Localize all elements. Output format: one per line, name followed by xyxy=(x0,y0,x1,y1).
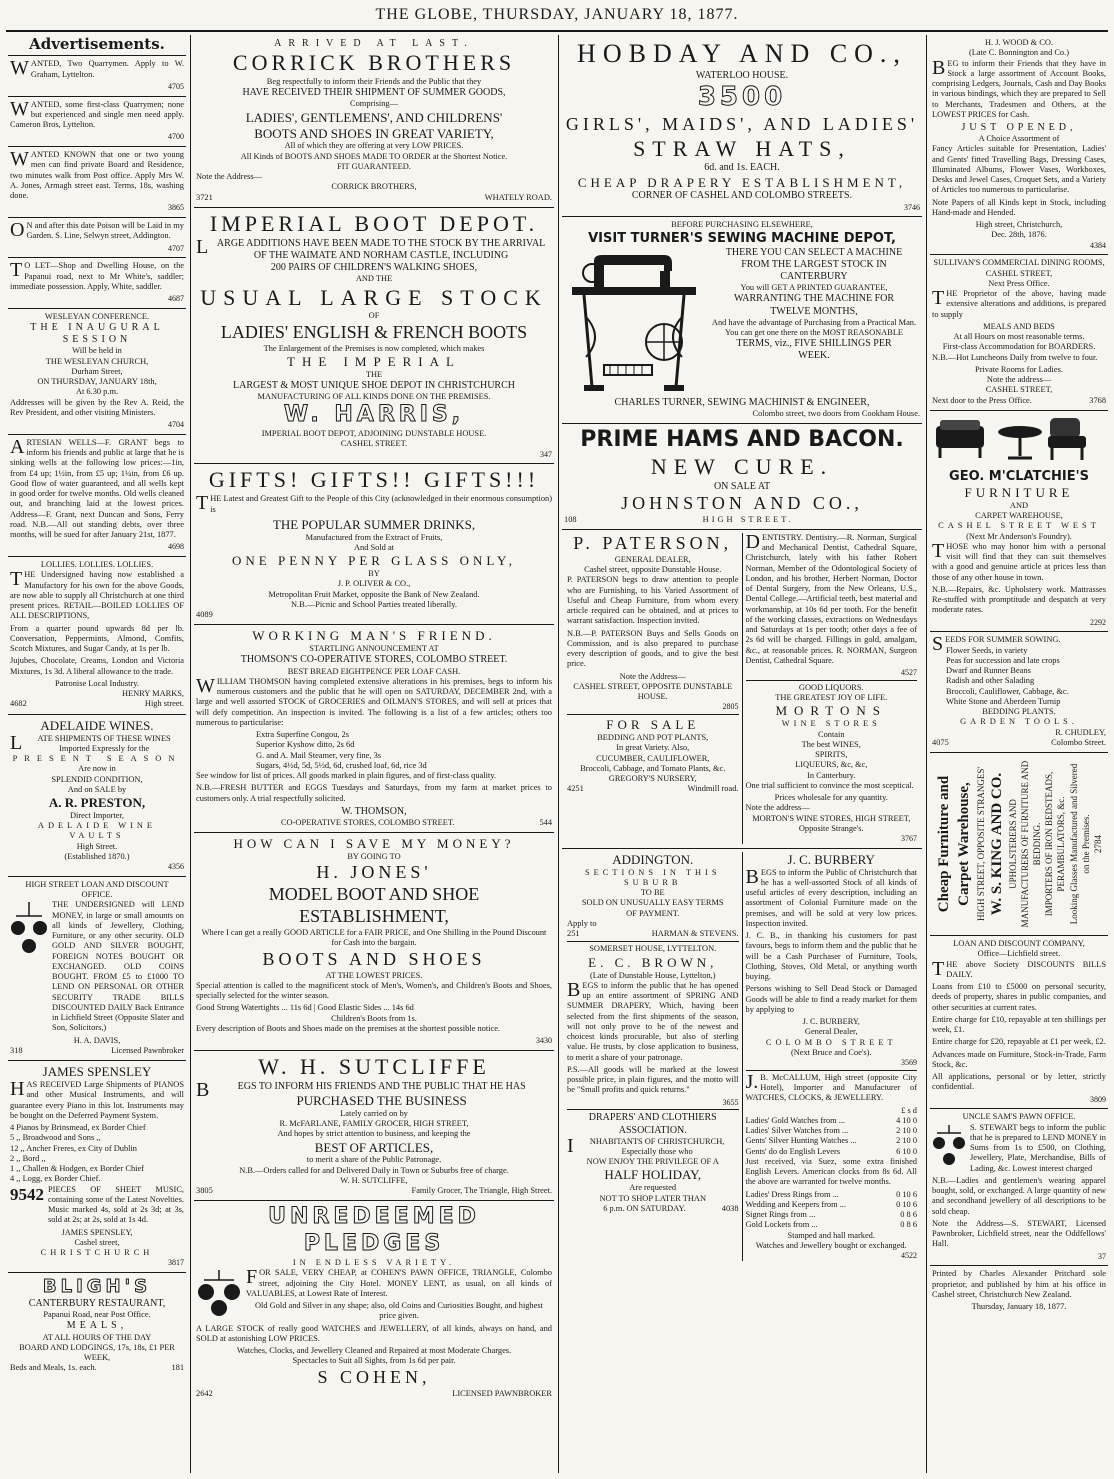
ad-adelaide-wines: ADELAIDE WINES. LATE SHIPMENTS OF THESE WINES Imported Expressly for the PRESENT SEASON Are now in SPLENDID CONDITION, And on SALE by A. R. PRESTON, Direct Importer, ADELAIDE WINE VAULTS High Street. (Established 1870.) 4356 xyxy=(8,715,186,877)
ad-gregory-nursery: FOR SALE BEDDING AND POT PLANTS, In great Variety. Also, CUCUMBER, CAULIFLOWER, Broccoli, Cabbage, and Tomato Plants, &c. GREGORY'S NURSERY, 4251 Windmill road. xyxy=(567,714,739,794)
rotated-king-text: Cheap Furniture and Carpet Warehouse, HIGH STREET, OPPOSITE STRANGES' W. S. KING AND CO. UPHOLSTERERS AND MANUFACTURERS OF FURNITURE AND BEDDING. IMPORTERS OF IRON BEDSTEADS, PERAMBULATORS, &c. Looking Glasses Manufactured and Silvered on the Premises. 2784 xyxy=(935,760,1103,927)
ad-gifts: GIFTS! GIFTS!! GIFTS!!! THE Latest and Greatest Gift to the People of this City (acknowledged in their enormous consumption) is THE POPULAR SUMMER DRINKS, Manufactured from the Extract of Fruits, And Sold at ONE PENNY PER GLASS ONLY, BY J. P. OLIVER & CO., Metropolitan Fruit Market, opposite the Bank of New Zealand. N.B.—Picnic and School Parties treated liberally. 4089 xyxy=(194,464,554,625)
ad-imperial-boot-depot: IMPERIAL BOOT DEPOT. LARGE ADDITIONS HAVE BEEN MADE TO THE STOCK BY THE ARRIVAL OF THE WAIMATE AND NORHAM CASTLE, INCLUDING 200 PAIRS OF CHILDREN'S WALKING SHOES, AND THE USUAL LARGE STOCK OF LADIES' ENGLISH & FRENCH BOOTS The Enlargement of the Premises is now completed, which makes THE IMPERIAL THE LARGEST & MOST UNIQUE SHOE DEPOT IN CHRISTCHURCH MANUFACTURING OF ALL KINDS DONE ON THE PREMISES. W. HARRIS, IMPERIAL BOOT DEPOT, ADJOINING DUNSTABLE HOUSE. CASHEL STREET. 347 xyxy=(194,208,554,465)
piano-list: 4 Pianos by Brinsmead, ex Border Chief 5 ,, Broadwood and Sons ,, 12 ,, Ancher Freres, ex City of Dublin 2 ,, Bord ,, 1 ,, Challen & Hodgen, ex Border Chief 4 ,, Logg, ex Border Chief. xyxy=(10,1123,146,1184)
ad-quarrymen-2: WANTED, some first-class Quarrymen; none but experienced and single men need apply. Cameron Bros, Lyttelton. 4700 xyxy=(8,97,186,148)
ad-loan-office: HIGH STREET LOAN AND DISCOUNT OFFICE. THE UNDERSIGNED will LEND MONEY, in large or small amounts on all kinds of Jewellery, Clothing, Furniture, or any other security. OLD GOLD AND SILVER BOUGHT, FOREIGN NOTES BOUGHT OR EXCHANGED. OLD COINS BOUGHT. FROM £5 to £1000 TO LEND ON PERSONAL OR OTHER SECURITY TRADE BILLS DISCOUNTED DAILY Back Entrance in Lichfield Street (Opposite Slater and Son, Solicitors,) H. A. DAVIS, 318 Licensed Pawnbroker xyxy=(8,877,186,1061)
column-divider xyxy=(190,35,191,1473)
ad-james-spensley: JAMES SPENSLEY HAS RECEIVED Large Shipments of PIANOS and other Musical Instruments, and will guarantee every Piano in this lot. Instruments may be bought on the Deferred Payment System. 4 Pianos by Brinsmead, ex Border Chief 5 ,, Broadwood and Sons ,, 12 ,, Ancher Freres, ex City of Dublin 2 ,, Bord ,, 1 ,, Challen & Hodgen, ex Border Chief 4 ,, Logg, ex Border Chief. 9542 PIECES OF SHEET MUSIC, containing some of the Latest Novelties. Music marked 4s, sold at 2s 3d; at 3s, sold at 2s; at 2s, sold at 1s 4d. JAMES SPENSLEY, Cashel street, CHRISTCHURCH 3817 xyxy=(8,1061,186,1273)
ad-paterson-dentistry xyxy=(562,530,922,849)
ad-addington-burbery xyxy=(562,849,922,1265)
ad-sutcliffe: W. H. SUTCLIFFE BEGS TO INFORM HIS FRIENDS AND THE PUBLIC THAT HE HAS PURCHASED THE BUSINESS Lately carried on by R. McFARLANE, FAMILY GROCER, HIGH STREET, And hopes by strict attention to business, and keeping the BEST OF ARTICLES, to merit a share of the Public Patronage. N.B.—Orders called for and Delivered Daily in Town or Suburbs free of charge. W. H. SUTCLIFFE, 3805 Family Grocer, The Triangle, High Street. xyxy=(194,1051,554,1201)
ad-mccallum: J.B. McCALLUM, High street (opposite City Hotel), Importer and Manufacturer of WATCHES, CLOCKS, & JEWELLERY. £ s d Ladies' Gold Watches from ... 4 10 0 Ladies' Silver Watches from ... 2 10 0 Gents' Silver Hunting Watches ... 2 10 0 Gents' do do English Levers 6 10 0 Just received, via Suez, some extra finished English Levers. American clocks from 8s 6d. All the above are warranted for twelve months. Ladies' Dress Rings from ... 0 10 6 Wedding and Keepers from ... 0 10 6 Signet Rings from ... 0 8 6 Gold Lockets from ... 0 8 6 Stamped and hall marked. Watches and Jewellery bought or exchanged. 4522 xyxy=(745,1070,917,1261)
ad-blighs: BLIGH'S CANTERBURY RESTAURANT, Papanui Road, near Post Office. MEALS, AT ALL HOURS OF THE DAY BOARD AND LODGINGS, 17s, 18s, £1 PER WEEK, Beds and Meals, 1s. each. 181 xyxy=(10,1276,184,1373)
ad-lollies: LOLLIES. LOLLIES. LOLLIES. THE Undersigned having now established a Manufactory for his own for the above Goods, are now able to supply all Christchurch at one third present prices. RETAIL—BOILED LOLLIES OF ALL DESCRIPTIONS, From a quarter pound upwards 8d per lb. Conversation, Peppermints, Almond, Comfits, Scotch Mixtures, and Sugar Candy, at 1s per lb. Jujubes, Chocolate, Creams, London and Victoria Mixtures, 1s 3d. A liberal allowance to the trade. Patronise Local Industry. HENRY MARKS, 4682 High street. xyxy=(8,557,186,715)
ad-h-j-wood: H. J. WOOD & CO. (Late C. Bonnington and Co.) BEG to inform their Friends that they have in Stock a large assortment of Account Books, comprising Ledgers, Journals, Cash and Day Books in various bindings, which they are prepared to Sell to Merchants, Tradesmen and Others, at the LOWEST PRICES for Cash. JUST OPENED, A Choice Assortment of Fancy Articles suitable for Presentation, Ladies' and Gents' fitted Travelling Bags, Dressing Cases, Illuminated Albums, Flower Vases, Workboxes, Desks and Jewel Cases, Croquet Sets, and a Variety of Articles too numerous to particularise. Note Papers of all Kinds kept in Stock, including Hand-made and Hended. High street, Christchurch, Dec. 28th, 1876. 4384 xyxy=(930,35,1108,255)
ad-dentistry: DENTISTRY. Dentistry.—R. Norman, Surgical and Mechanical Dentist, Cathedral Square, Christchurch, lately with his father Robert Norman, Member of the Odontological Society of London, and his brother, Herbert Norman, Doctor of Dental Surgery, from the New Orleans, U.S., Dental College.—Artificial teeth, best material and workmanship, at 10s 6d per tooth. For the benefit of the working classes, extractions on Wednesdays and Saturdays at 1s per tooth; other days a fee of 2s 6d will be charged. Fillings in gold, amalgam, &c., at reasonable prices. R. NORMAN, Surgeon Dentist, Cathedral Square. 4527 GOOD LIQUORS. THE GREATEST JOY OF LIFE. MORTONS WINE STORES Contain The best WINES, SPIRITS, LIQUEURS, &c, &c, In Canterbury. One trial sufficient to convince the most sceptical. Prices wholesale for any quantity. Note the address— MORTON'S WINE STORES, HIGH STREET, Opposite Strange's. 3767 xyxy=(742,533,921,844)
column-2 xyxy=(194,35,554,1473)
ad-w-s-king xyxy=(930,753,1108,936)
tea-price-list: Extra Superfine Congou, 2s Superior Kyshow ditto, 2s 6d G. and A. Mail Steamer, very fine, 3s Sugars, 4½d, 5d, 5½d, 6d, crushed loaf, 6d, rice 3d xyxy=(256,730,427,770)
ad-drapers-association: DRAPERS' AND CLOTHIERS ASSOCIATION. INHABITANTS OF CHRISTCHURCH, Especially those who NOW ENJOY THE PRIVILEGE OF A HALF HOLIDAY, Are requested NOT TO SHOP LATER THAN 6 p.m. ON SATURDAY. 4038 xyxy=(567,1109,739,1214)
ad-mclatchie: GEO. M'CLATCHIE'S FURNITURE AND CARPET WAREHOUSE, CASHEL STREET WEST (Next Mr Anderson's Foundry). THOSE who may honor him with a personal visit will find that they can suit themselves with a good and genuine article at prices less than those of any other house in town. N.B.—Repairs, &c. Upholstery work. Mattrasses Re-stuffed with promptitude and despatch at very moderate rates. 2292 xyxy=(930,411,1108,632)
pawnbroker-balls-icon xyxy=(196,1268,242,1318)
printer-imprint: Printed by Charles Alexander Pritchard sole proprietor, and published by him at his office in Cashel street, Christchurch New Zealand. Thursday, January 18, 1877. xyxy=(932,1269,1106,1312)
ad-hobday: HOBDAY AND CO., WATERLOO HOUSE. 3500 GIRLS', MAIDS', AND LADIES' STRAW HATS, 6d. and 1s. EACH. CHEAP DRAPERY ESTABLISHMENT, CORNER OF CASHEL AND COLOMBO STREETS. 3746 xyxy=(562,35,922,217)
furniture-illustration-icon xyxy=(932,414,1102,466)
column-3 xyxy=(562,35,922,1473)
ad-to-let: TO LET—Shop and Dwelling House, on the Papanui road, next to Mr White's, saddler; immediate possession. Apply, White, saddler. 4687 xyxy=(8,258,186,309)
ad-cohen: UNREDEEMED PLEDGES IN ENDLESS VARIETY. FOR SALE, VERY CHEAP, at COHEN'S PAWN OFFICE, TRIANGLE, Colombo street, adjoining the City Hotel. MONEY LENT, as usual, on all kinds of VALUABLES, at Lowest Rate of Interest. Old Gold and Silver in any shape; also, old Coins and Curiosities Bought, and highest price given. A LARGE STOCK of really good WATCHES and JEWELLERY, of all kinds, always on hand, and SOLD at astonishing LOW PRICES. Watches, Clocks, and Jewellery Cleaned and Repaired at most Moderate Charges. Spectacles to Suit all Sights, from 1s 6d per pair. S COHEN, 2642 LICENSED PAWNBROKER xyxy=(196,1204,552,1398)
sewing-machine-icon xyxy=(564,247,704,397)
masthead-rule xyxy=(6,30,1108,32)
seed-list: Flower Seeds, in variety Peas for succession and late crops Dwarf and Runner Beans Radish and other Salading Broccoli, Cauliflower, Cabbage, &c. White Stone and Aberdeen Turnip xyxy=(946,645,1069,706)
ad-loan-discount-company: LOAN AND DISCOUNT COMPANY, Office—Lichfield street. THE above Society DISCOUNTS BILLS DAILY. Loans from £10 to £5000 on personal security, deeds of property, shares in public companies, and other securities at current rates. Entire charge for £10, repayable at ten shillings per week, £1. Entire charge for £20, repayable at £1 per week, £2. Advances made on Furniture, Stock-in-Trade, Farm Stock, &c. All applications, personal or by letter, strictly confidential. 3809 xyxy=(930,936,1108,1109)
ad-uncle-sams-pawn: UNCLE SAM'S PAWN OFFICE. S. STEWART begs to inform the public that he is prepared to LEND MONEY in Sums from 1s to £500, on Clothing, Jewellery, Plate, Merchandise, Bills of Lading, &c. Lowest interest charged N.B.—Ladies and gentlemen's wearing apparel bought, sold, or exchanged. A large quantity of new and secondhand jewellery of all descriptions to be sold cheap. Note the Address—S. STEWART, Licensed Pawnbroker, Lichfield street, near the Oddfellows' Hall. 37 xyxy=(930,1109,1108,1266)
column-4 xyxy=(930,35,1108,1473)
ad-artesian-wells: ARTESIAN WELLS—F. GRANT begs to inform his friends and public at large that he is sinking wells at the following low prices:—1in, from £4 up; 1½in, from £5 up; 1¼in, from £6 up. Good flow of water guaranteed, and all wells kept in good order for twelve months. Old wells cleaned out, and branching laid at the lowest prices. Address—F. Grant, next Duncan and Sons, Ferry road. N.B.—All out standing debts, over three months, will be sued for after January 21st, 1877. 4698 xyxy=(8,435,186,557)
column-divider xyxy=(926,35,927,1473)
column-divider xyxy=(558,35,559,1473)
ad-wesleyan: WESLEYAN CONFERENCE. THE INAUGURAL SESSION Will be held in THE WESLEYAN CHURCH, Durham Street, ON THURSDAY, JANUARY 18th, At 6.30 p.m. Addresses will be given by the Rev A. Reid, the Rev President, and other visiting Ministers. 4704 xyxy=(8,309,186,435)
ad-paterson: P. PATERSON, GENERAL DEALER, Cashel street, opposite Dunstable House. P. PATERSON begs to draw attention to people who are Furnishing, to his Varied Assortment of Useful and Cheap Furniture, from whom every article required can be obtained, and at prices to warrant satisfaction. Inspection invited. N.B.—P. PATERSON Buys and Sells Goods on Commission, and is also prepared to purchase every description of goods, and to give the best price. Note the Address— CASHEL STREET, OPPOSITE DUNSTABLE HOUSE. 2805 FOR SALE BEDDING AND POT PLANTS, In great Variety. Also, CUCUMBER, CAULIFLOWER, Broccoli, Cabbage, and Tomato Plants, &c. GREGORY'S NURSERY, 4251 Windmill road. xyxy=(567,532,739,794)
ad-wanted-known: WANTED KNOWN that one or two young men can find private Board and Residence, two minutes walk from Post office. Apply Mrs W. A. Jones, Armagh street east. Terms, 18s, washing done. 3865 xyxy=(8,147,186,218)
ad-burbery: J. C. BURBERY BEGS to inform the Public of Christchurch that he has a well-assorted Stock of all kinds of useful articles of every description, including an assortment of Colonial Furniture made on the premises, and will be sold at very low prices. Inspection invited. J. C. B., in thanking his customers for past favours, begs to inform them and the public that he will be a Cash Purchaser of Furniture, Tools, Clothing, Stoves, Old Metal, or anything worth buying. Persons wishing to Sell Dead Stock or Damaged Goods will be able to find a ready market for them by applying to J. C. BURBERY, General Dealer, COLOMBO STREET (Next Bruce and Coe's). 3569 xyxy=(745,851,917,1068)
column-1 xyxy=(8,35,186,1473)
ad-e-c-brown: SOMERSET HOUSE, LYTTELTON. E. C. BROWN, (Late of Dunstable House, Lyttelton,) BEGS to inform the public that he has opened up an entire assortment of SPRING AND SUMMER DRAPERY, Which, having been selected from the first shipments of the season, will not only prove to be of the newest and choicest kinds procurable, but also of sterling value. He trusts, by close application to business, to merit a share of your patronage. P.S.—All goods will be marked at the lowest possible price, in plain figures, and the motto will be "Small profits and quick returns." 3655 xyxy=(567,941,739,1107)
masthead: THE GLOBE, THURSDAY, JANUARY 18, 1877. xyxy=(375,6,739,23)
advertisements-heading: Advertisements. xyxy=(8,35,186,56)
ad-working-mans-friend: WORKING MAN'S FRIEND. STARTLING ANNOUNCEMENT AT THOMSON'S CO-OPERATIVE STORES, COLOMBO STREET. BEST BREAD EIGHTPENCE PER LOAF CASH. WILLIAM THOMSON having completed extensive alterations in his premises, begs to inform his numerous customers and the public that he will open on SATURDAY, DECEMBER 2nd, with a large and well assorted STOCK of GROCERIES and OILMAN'S STORES, and will sell at prices that will defy competition. An inspection is invited. The following is a list of a few articles; others too numerous to particularise: Extra Superfine Congou, 2s Superior Kyshow ditto, 2s 6d G. and A. Mail Steamer, very fine, 3s Sugars, 4½d, 5d, 5½d, 6d, crushed loaf, 6d, rice 3d See window for list of prices. All goods marked in plain figures, and of first-class quality. N.B.—FRESH BUTTER and EGGS Tuesdays and Saturdays, from my farm at market prices to customers only. A trial respectfully solicited. W. THOMSON, CO-OPERATIVE STORES, COLOMBO STREET. 544 xyxy=(194,625,554,833)
ad-quarrymen: WANTED, Two Quarrymen. Apply to W. Graham, Lyttelton. 4705 xyxy=(8,56,186,96)
ad-corrick-brothers: ARRIVED AT LAST. CORRICK BROTHERS Beg respectfully to inform their Friends and the Public that they HAVE RECEIVED THEIR SHIPMENT OF SUMMER GOODS, Comprising— LADIES', GENTLEMENS', AND CHILDRENS' BOOTS AND SHOES IN GREAT VARIETY, All of which they are offering at very LOW PRICES. All Kinds of BOOTS AND SHOES MADE TO ORDER at the Shortest Notice. FIT GUARANTEED. Note the Address— CORRICK BROTHERS, 3721 WHATELY ROAD. xyxy=(194,35,554,208)
pawnbroker-balls-icon xyxy=(10,900,48,958)
pawnbroker-balls-icon xyxy=(932,1123,966,1169)
ad-sullivans: SULLIVAN'S COMMERCIAL DINING ROOMS, CASHEL STREET, Next Press Office. THE Proprietor of the above, having made extensive alterations and additions, is prepared to supply MEALS AND BEDS At all Hours on most reasonable terms. First-class Accommodation for BOARDERS. N.B.—Hot Luncheons Daily from twelve to four. Private Rooms for Ladies. Note the address— CASHEL STREET, Next door to the Press Office. 3768 xyxy=(930,255,1108,411)
ad-prime-hams: PRIME HAMS AND BACON. NEW CURE. ON SALE AT JOHNSTON AND CO., 108 HIGH STREET. xyxy=(562,424,922,530)
ad-turner-sewing-machine: BEFORE PURCHASING ELSEWHERE, VISIT TURNER'S SEWING MACHINE DEPOT, THERE YOU CAN SELECT A MACHINE FROM THE LARGEST STOCK IN CANTERBURY You will GET A PRINTED GUARANTEE, WARRANTING THE MACHINE FOR TWELVE MONTHS, And have the advantage of Purchasing from a Practical Man. You can get one there on the MOST REASONABLE TERMS, viz., FIVE SHILLINGS PER WEEK. CHARLES TURNER, SEWING MACHINIST & ENGINEER, Colombo street, two doors from Cookham House. xyxy=(562,217,922,424)
ad-h-jones: HOW CAN I SAVE MY MONEY? BY GOING TO H. JONES' MODEL BOOT AND SHOE ESTABLISHMENT, Where I can get a really GOOD ARTICLE for a FAIR PRICE, and One Shilling in the Pound Discount for Cash into the bargain. BOOTS AND SHOES AT THE LOWEST PRICES. Special attention is called to the magnificent stock of Men's, Women's, and Children's Boots and Shoes, specially selected for the winter season. Good Strong Watertights ... 11s 6d | Good Elastic Sides ... 14s 6d Children's Boots from 1s. Every description of Boots and Shoes made on the premises at the shortest possible notice. 3430 xyxy=(194,833,554,1051)
ad-addington: ADDINGTON. SECTIONS IN THIS SUBURB TO BE SOLD ON UNUSUALLY EASY TERMS OF PAYMENT. Apply to 251 HARMAN & STEVENS. xyxy=(567,851,739,939)
ad-chudley-seeds: SEEDS FOR SUMMER SOWING. Flower Seeds, in variety Peas for succession and late crops Dwarf and Runner Beans Radish and other Salading Broccoli, Cauliflower, Cabbage, &c. White Stone and Aberdeen Turnip BEDDING PLANTS. GARDEN TOOLS. R. CHUDLEY, 4075 Colombo Street. xyxy=(930,632,1108,753)
ad-mortons: GOOD LIQUORS. THE GREATEST JOY OF LIFE. MORTONS WINE STORES Contain The best WINES, SPIRITS, LIQUEURS, &c, &c, In Canterbury. One trial sufficient to convince the most sceptical. Prices wholesale for any quantity. Note the address— MORTON'S WINE STORES, HIGH STREET, Opposite Strange's. 3767 xyxy=(746,680,918,844)
ad-poison: ON and after this date Poison will be Laid in my Garden. S. Line, Selwyn street, Addington. 4707 xyxy=(8,218,186,258)
